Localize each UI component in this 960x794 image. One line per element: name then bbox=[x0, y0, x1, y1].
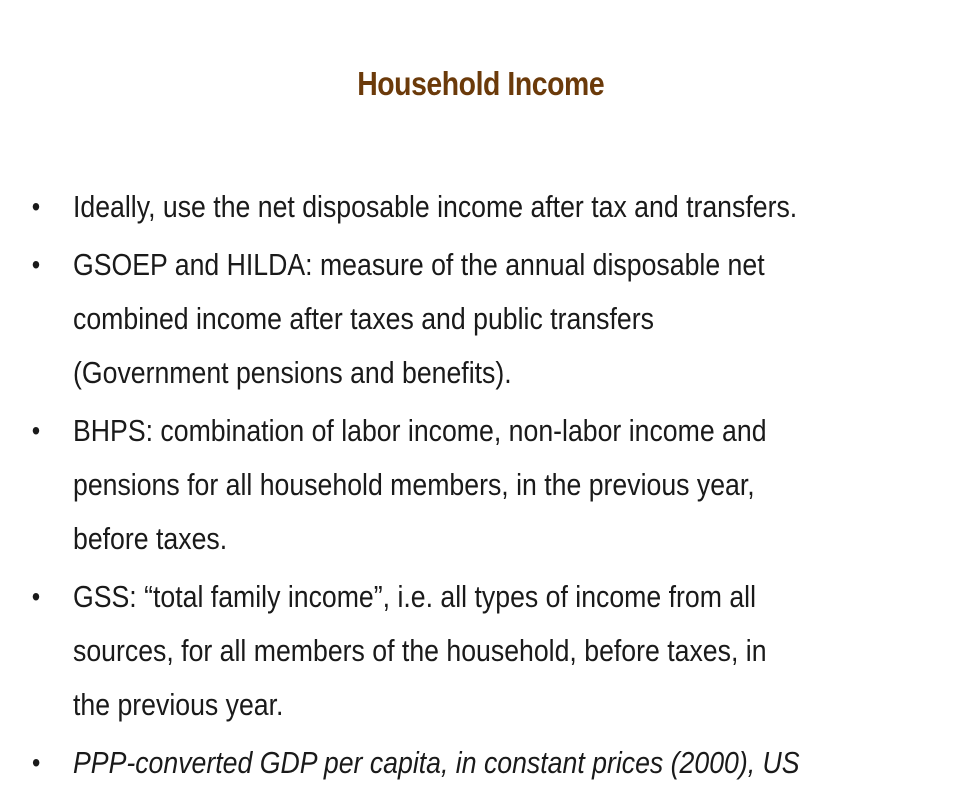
bullet-item bbox=[30, 570, 899, 732]
bullet-text-line: pensions for all household members, in the previous year, bbox=[73, 467, 755, 502]
slide-title: Household Income bbox=[357, 65, 605, 102]
bullet-text-line: PPP-converted GDP per capita, in constant prices (2000), US bbox=[73, 745, 800, 780]
bullet-text-line: the previous year. bbox=[73, 687, 284, 722]
bullet-dot-icon: • bbox=[31, 747, 41, 778]
bullet-text-line: combined income after taxes and public transfers bbox=[73, 301, 654, 336]
bullet-list bbox=[30, 180, 960, 794]
bullet-text-line: sources, for all members of the household, before taxes, in bbox=[73, 633, 767, 668]
bullet-text-line: Ideally, use the net disposable income after tax and transfers. bbox=[73, 189, 798, 224]
bullet-dot-icon: • bbox=[31, 191, 41, 222]
bullet-text-line: BHPS: combination of labor income, non-labor income and bbox=[73, 413, 767, 448]
bullet-item bbox=[30, 180, 899, 234]
bullet-text-line: (Government pensions and benefits). bbox=[73, 355, 512, 390]
bullet-dot-icon: • bbox=[31, 581, 41, 612]
bullet-dot-icon: • bbox=[31, 415, 41, 446]
bullet-dot-icon: • bbox=[31, 249, 41, 280]
bullet-text-line: GSOEP and HILDA: measure of the annual disposable net bbox=[73, 247, 765, 282]
bullet-item bbox=[30, 736, 899, 790]
bullet-item bbox=[30, 238, 899, 400]
bullet-item bbox=[30, 404, 899, 566]
bullet-text-line: GSS: “total family income”, i.e. all types of income from all bbox=[73, 579, 757, 614]
bullet-text-line: before taxes. bbox=[73, 521, 228, 556]
